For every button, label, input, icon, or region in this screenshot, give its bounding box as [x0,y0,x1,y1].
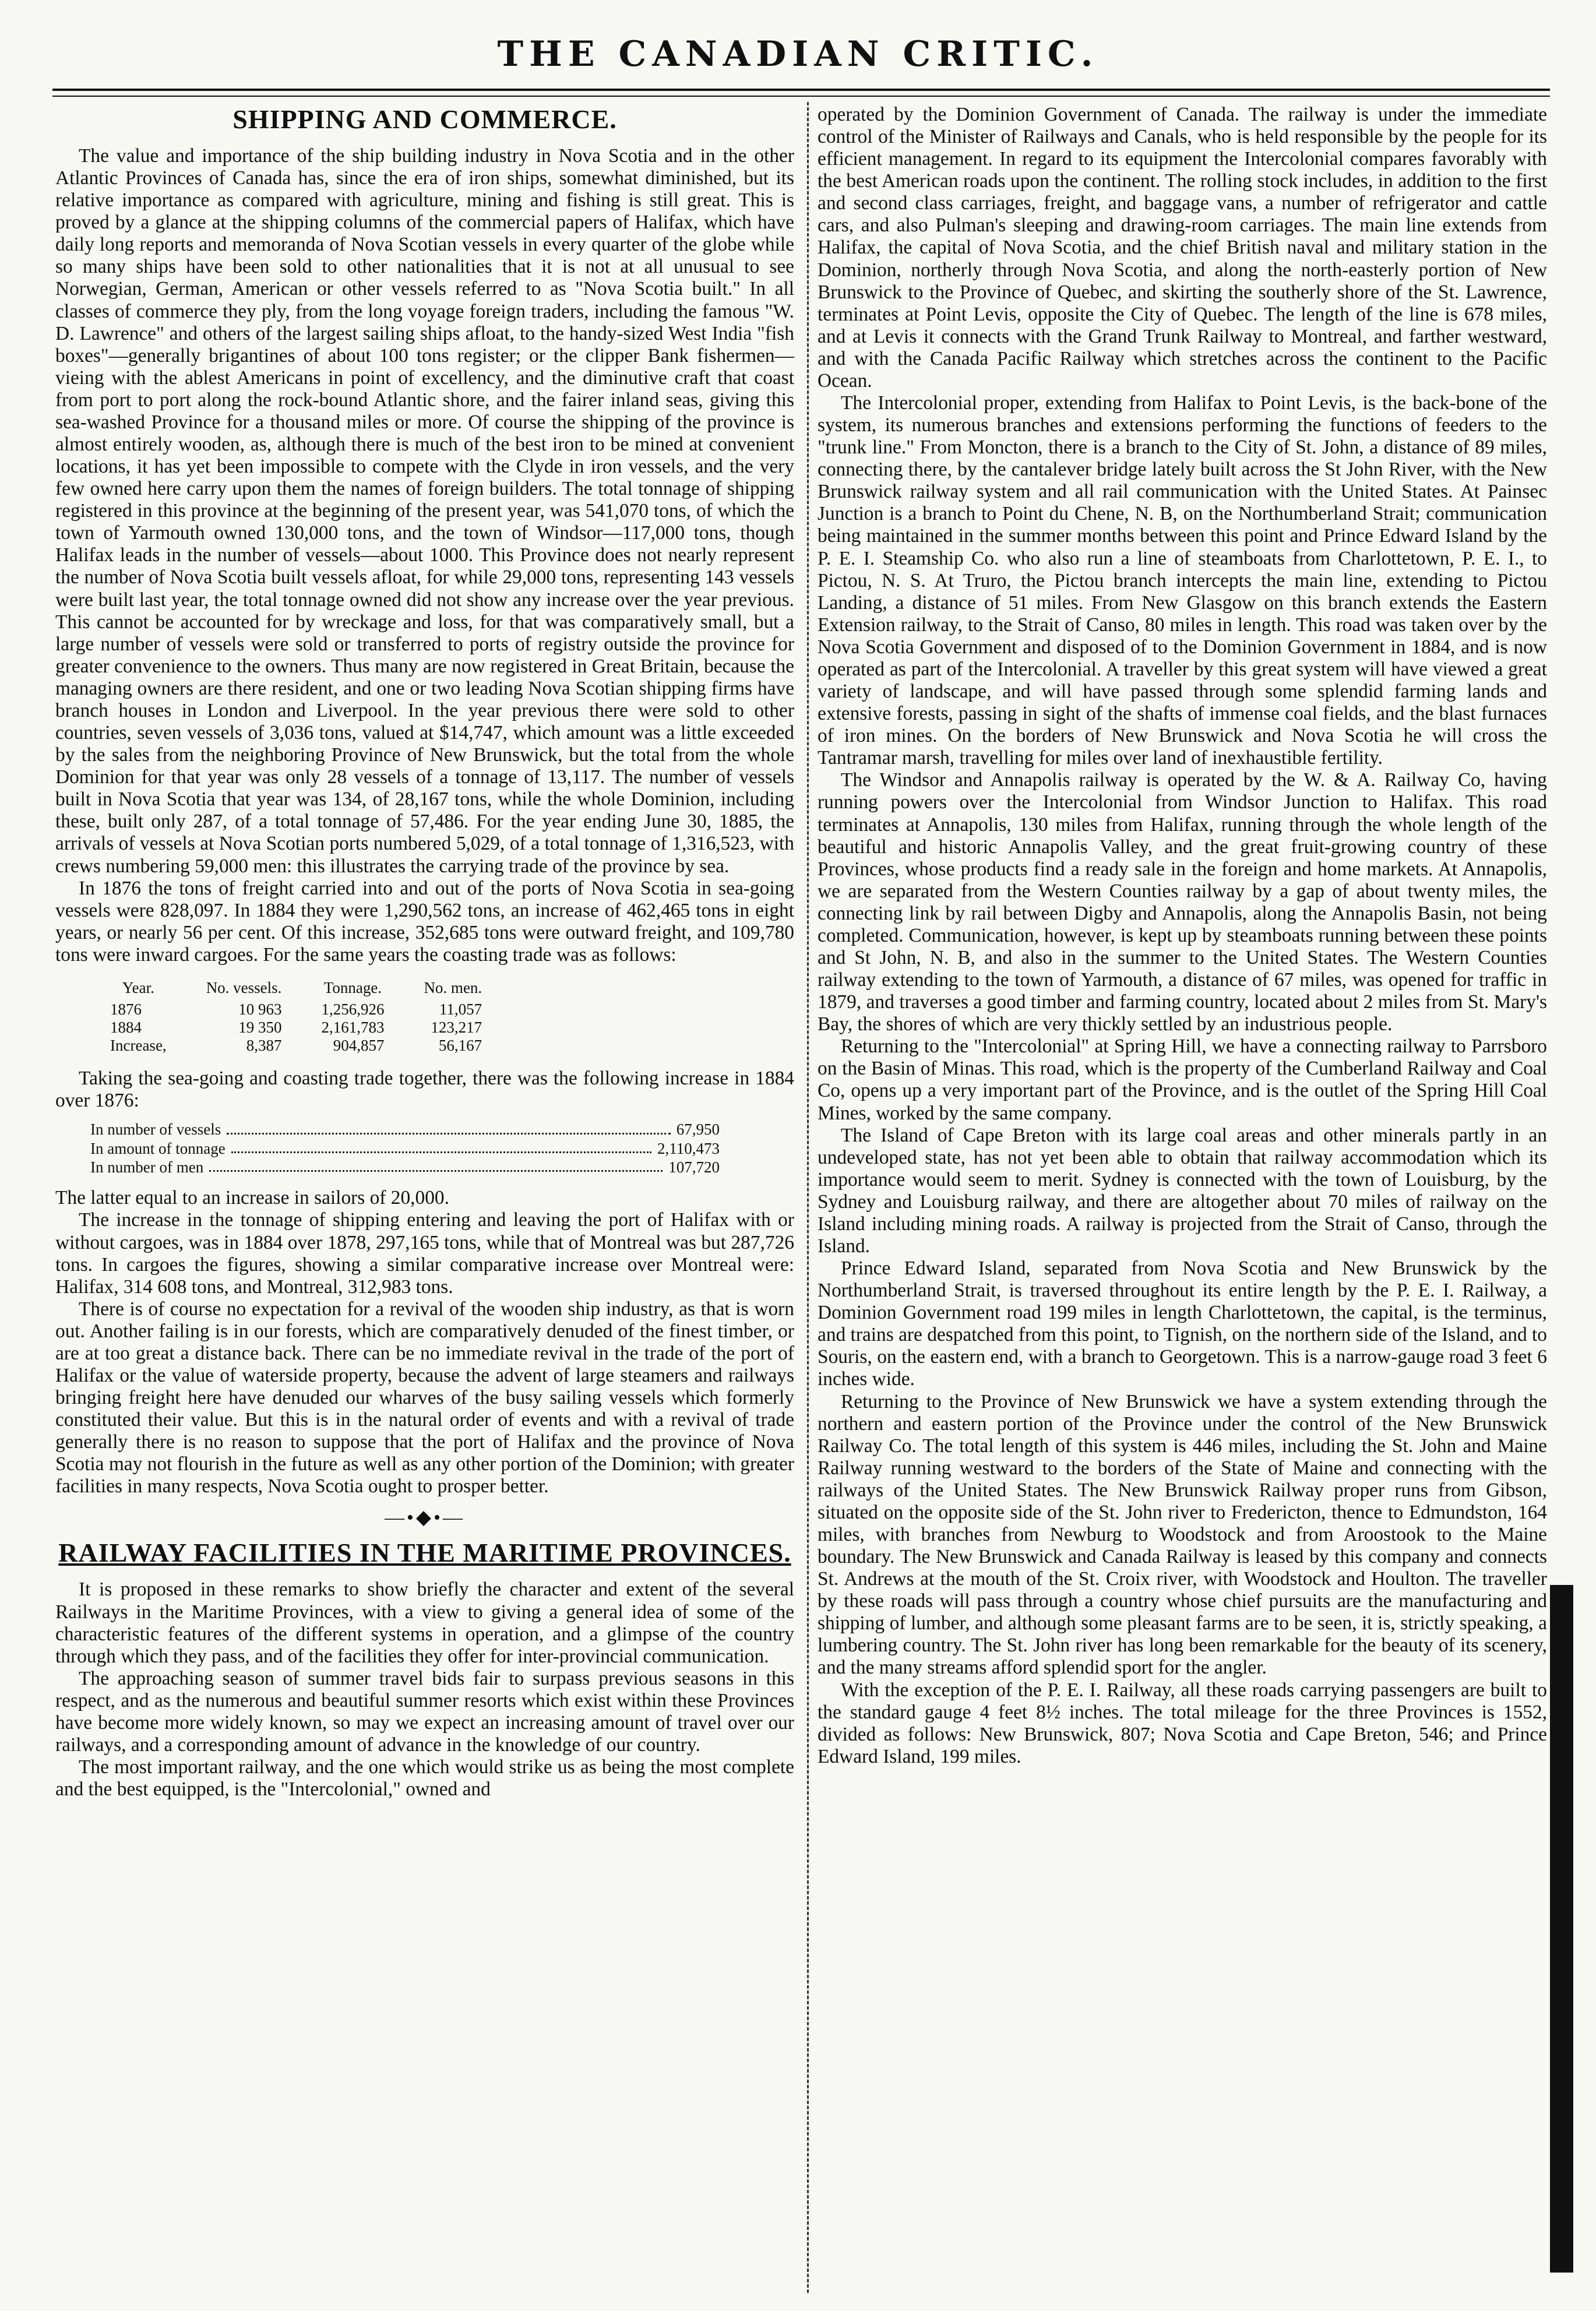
table-header: No. vessels. [206,978,282,996]
shipping-paragraph-2: In 1876 the tons of freight carried into and out of the ports of Nova Scotia in sea-going vessels were 828,097. In 1884 they were 1,290,562 tons, an increase of 462,465 tons in eight years, or nearly 56 per cent. Of this increase, 352,685 tons were outward freight, and 109,780 tons were inward cargoes. For the same years the coasting trade was as follows: [55,877,794,966]
table-cell: Increase, [110,1036,167,1054]
railway-paragraph-1: It is proposed in these remarks to show briefly the character and extent of the several Railways in the Maritime Provinces, with a view to giving a general idea of some of the characteristic features of the different systems in operation, and a glimpse of the country through which they pass, and of the facilities they offer for inter-provincial communication. [55,1579,794,1667]
table-cell: 904,857 [333,1036,385,1054]
table-cell: 19 350 [238,1018,282,1036]
table-cell: 123,217 [431,1018,482,1036]
table-cell: 1884 [110,1018,142,1036]
table-row [90,1019,502,1037]
column-divider [807,102,809,2293]
railway-paragraph-new-brunswick: Returning to the Province of New Brunswick we have a system extending through the northern and eastern portion of the Province under the control of the New Brunswick Railway Co. The total length of this system is 446 miles, including the St. John and Maine Railway running westward to the borders of the State of Maine and connecting with the railways of the United States. The New Brunswick Railway proper runs from Gibson, situated on the opposite side of the St. John river to Fredericton, thence to Edmundston, 164 miles, with branches from Newburg to Woodstock and from Aroostook to the Maine boundary. The New Brunswick and Canada Railway is leased by this company and connects St. Andrews at the mouth of the St. Croix river, with Woodstock and Houlton. The traveller by these roads will pass through a country whose chief pursuits are the manufacturing and shipping of lumber, and although some pleasant farms are to be seen, it is, strictly speaking, a lumbering country. The St. John river has long been remarkable for the beauty of its scenery, and the many streams afford splendid sport for the angler. [818,1390,1547,1679]
table-cell: 1876 [110,1000,142,1018]
masthead: THE CANADIAN CRITIC. [497,34,1099,75]
masthead-rule-bottom [52,96,1550,97]
increase-value: 2,110,473 [657,1139,720,1157]
table-header: No. men. [424,978,482,996]
coasting-trade-table [90,979,502,1055]
railway-title: RAILWAY FACILITIES IN THE MARITIME PROVINCES. [58,1538,791,1568]
leader-dots [227,1120,671,1134]
shipping-paragraph-1: The value and importance of the ship building industry in Nova Scotia and in the other Atlantic Provinces of Canada has, since the era of iron ships, somewhat diminished, but its relative importance as compared with agriculture, mining and fishing is still great. This is proved by a glance at the shipping columns of the commercial papers of Halifax, which have daily long reports and memoranda of Nova Scotian vessels in every quarter of the globe while so many ships have been sold to other nationalities that it is not at all unusual to see Norwegian, German, American or other vessels referred to as "Nova Scotia built." In all classes of commerce they ply, from the long voyage foreign traders, including the famous "W. D. Lawrence" and others of the largest sailing ships afloat, to the handy-sized West India "fish boxes"—generally brigantines of about 100 tons register; or the clipper Bank fishermen—vieing with the ablest Americans in point of excellency, and the diminutive craft that coast from port to port along the rock-bound Atlantic shore, and the fairer inland seas, giving this sea-washed Province for a thousand miles or more. Of course the shipping of the province is almost entirely wooden, as, although there is much of the best iron to be mined at convenient locations, it has yet been impossible to compete with the Clyde in iron vessels, and the very few owned here carry upon them the names of foreign builders. The total tonnage of shipping registered in this province at the beginning of the present year, was 541,070 tons, of which the town of Yarmouth owned 130,000 tons, and the town of Windsor—117,000 tons, though Halifax leads in the number of vessels—about 1000. This Province does not nearly represent the number of Nova Scotia built vessels afloat, for while 29,000 tons, representing 143 vessels were built last year, the total tonnage owned did not show any increase over the year previous. This cannot be accounted for by wreckage and loss, for that was comparatively small, but a large number of vessels were sold or transferred to ports of registry outside the province for greater convenience to the owners. Thus many are now registered in Great Britain, because the managing owners are there resident, and one or two leading Nova Scotian shipping firms have branch houses in London and Liverpool. In the year previous there were sold to other countries, seven vessels of 3,036 tons, valued at $14,747, which amount was a little exceeded by the sales from the neighboring Province of New Brunswick, but the total from the whole Dominion for that year was only 28 vessels of a tonnage of 13,117. The number of vessels built in Nova Scotia that year was 134, of 28,167 tons, while the whole Dominion, including these, built only 287, of a total tonnage of 57,486. For the year ending June 30, 1885, the arrivals of vessels at Nova Scotian ports numbered 5,029, of a total tonnage of 1,316,523, with crews numbering 59,000 men: this illustrates the carrying trade of the province by sea. [55,145,794,877]
railway-paragraph-windsor-annapolis: The Windsor and Annapolis railway is operated by the W. & A. Railway Co, having running powers over the Intercolonial from Windsor Junction to Halifax. This road terminates at Annapolis, 130 miles from Halifax, running through the whole length of the beautiful and historic Annapolis Valley, and the great fruit-growing country of these Provinces, whose products find a ready sale in the foreign and home markets. At Annapolis, we are separated from the Western Counties railway by a gap of about twenty miles, the connecting link by rail between Digby and Annapolis, along the Annapolis Basin, not being completed. Communication, however, is kept up by steamboats running between these points and St John, N. B, and also in the summer to the United States. The Western Counties railway extending to the town of Yarmouth, a distance of 67 miles, was opened for traffic in 1879, and traverses a good timber and farming country, located about 2 miles from St. Mary's Bay, the shores of which are very thickly settled by an industrious people. [818,769,1547,1035]
railway-paragraph-cape-breton: The Island of Cape Breton with its large coal areas and other minerals partly in an undeveloped state, has not yet been able to obtain that railway accommodation which its importance would seem to merit. Sydney is connected with the town of Louisburg, by the Sydney and Louisburg railway, and there are altogether about 70 miles of railway on the Island including mining roads. A railway is projected from the Strait of Canso, through the Island. [818,1124,1547,1257]
shipping-paragraph-5: The increase in the tonnage of shipping entering and leaving the port of Halifax with or without cargoes, was in 1884 over 1878, 297,165 tons, while that of Montreal was but 287,726 tons. In cargoes the figures, showing a similar comparative increase over Montreal were: Halifax, 314 608 tons, and Montreal, 312,983 tons. [55,1209,794,1298]
increase-label: In number of men [90,1158,204,1176]
table-cell: 11,057 [439,1000,482,1018]
table-cell: 8,387 [246,1036,282,1054]
railway-paragraph-gauge: With the exception of the P. E. I. Railway, all these roads carrying passengers are built to the standard gauge 4 feet 8½ inches. The total mileage for the three Provinces is 1552, divided as follows: New Brunswick, 807; Nova Scotia and Cape Breton, 546; and Prince Edward Island, 199 miles. [818,1679,1547,1767]
increase-label: In number of vessels [90,1121,221,1139]
shipping-paragraph-6: There is of course no expectation for a revival of the wooden ship industry, as that is worn out. Another failing is in our forests, which are comparatively denuded of the finest timber, or are at too great a distance back. There can be no immediate revival in the trade of the port of Halifax or the value of waterside property, because the advent of large steamers and railways bringing freight here have denuded our wharves of the busy sailing vessels which formerly constituted their value. But this is in the natural order of events and with a revival of trade generally there is no reason to suppose that the port of Halifax and the province of Nova Scotia may not flourish in the future as well as any other portion of the Dominion; with greater facilities in many respects, Nova Scotia ought to prosper better. [55,1298,794,1498]
table-row [90,1001,502,1019]
shipping-paragraph-4: The latter equal to an increase in sailors of 20,000. [55,1187,449,1209]
list-item [90,1139,720,1158]
table-cell: 10 963 [238,1000,282,1018]
section-ornament: —•◆•— [385,1507,465,1529]
list-item [90,1120,720,1139]
increase-list [90,1120,720,1176]
increase-value: 67,950 [676,1121,720,1139]
railway-paragraph-pei: Prince Edward Island, separated from Nova Scotia and New Brunswick by the Northumberland Strait, is traversed throughout its entire length by the P. E. I. Railway, a Dominion Government road 199 miles in length Charlottetown, the capital, is the terminus, and trains are despatched from this point, to Tignish, on the northern side of the Island, and to Souris, on the eastern end, with a branch to Georgetown. This is a narrow-gauge road 3 feet 6 inches wide. [818,1257,1547,1390]
shipping-title: SHIPPING AND COMMERCE. [232,104,617,134]
list-item [90,1158,720,1176]
right-column [818,104,1547,1768]
table-header: Year. [122,978,154,996]
table-row [90,1037,502,1055]
increase-value: 107,720 [668,1158,720,1176]
railway-paragraph-continued: operated by the Dominion Government of Canada. The railway is under the immediate control of the Minister of Railways and Canals, who is held responsible by the people for its efficient management. In regard to its equipment the Intercolonial compares favorably with the best American roads upon the continent. The rolling stock includes, in addition to the first and second class carriages, freight, and baggage vans, a number of refrigerator and cattle cars, and also Pulman's sleeping and drawing-room carriages. The main line extends from Halifax, the capital of Nova Scotia, and the chief British naval and military station in the Dominion, northerly through Nova Scotia, and along the north-easterly portion of New Brunswick to the Province of Quebec, and skirting the southerly shore of the St. Lawrence, terminates at Point Levis, opposite the City of Quebec. The length of the line is 678 miles, and at Levis it connects with the Grand Trunk Railway to Montreal, and farther westward, and with the Canada Pacific Railway which stretches across the continent to the Pacific Ocean. [818,104,1547,392]
table-header-row [90,979,502,1001]
railway-paragraph-spring-hill: Returning to the "Intercolonial" at Spring Hill, we have a connecting railway to Parrsboro on the Basin of Minas. This road, which is the property of the Cumberland Railway and Coal Co, opens up a very important part of the Province, and is the outlet of the Spring Hill Coal Mines, worked by the same company. [818,1035,1547,1124]
leader-dots [231,1139,651,1153]
increase-label: In amount of tonnage [90,1139,226,1157]
table-cell: 2,161,783 [321,1018,385,1036]
railway-paragraph-2: The approaching season of summer travel bids fair to surpass previous seasons in this respect, and as the numerous and beautiful summer resorts which exist within these Provinces have become more widely known, so may we expect an increasing amount of travel over our railways, and a corresponding amount of advance in the knowledge of our country. [55,1667,794,1756]
railway-paragraph-intercolonial: The Intercolonial proper, extending from Halifax to Point Levis, is the back-bone of the system, its numerous branches and extensions performing the functions of feeders to the "trunk line." From Moncton, there is a branch to the City of St. John, a distance of 89 miles, connecting there, by the cantalever bridge lately built across the St John River, with the New Brunswick railway system and all rail communication with the United States. At Painsec Junction is a branch to Point du Chene, N. B, on the Northumberland Strait; communication being maintained in the summer months between this point and Prince Edward Island by the P. E. I. Steamship Co. who also run a line of steamboats from Charlottetown, P. E. I., to Pictou, N. S. At Truro, the Pictou branch intercepts the main line, extending to Pictou Landing, a distance of 51 miles. From New Glasgow on this branch extends the Eastern Extension railway, to the Strait of Canso, 80 miles in length. This road was taken over by the Nova Scotia Government and disposed of to the Dominion Government in 1884, and is now operated as part of the Intercolonial. A traveller by this great system will have viewed a great variety of landscape, and will have passed through some splendid farming lands and extensive forests, passing in sight of the shafts of immense coal fields, and the blast furnaces of iron mines. On the borders of New Brunswick and Nova Scotia he will cross the Tantramar marsh, travelling for miles over land of inexhaustible fertility. [818,392,1547,769]
table-cell: 1,256,926 [321,1000,385,1018]
leader-dots [209,1158,663,1172]
table-cell: 56,167 [438,1036,482,1054]
railway-paragraph-3: The most important railway, and the one which would strike us as being the most complete and the best equipped, is the "Intercolonial," owned and [55,1756,794,1801]
shipping-paragraph-3: Taking the sea-going and coasting trade together, there was the following increase in 1884 over 1876: [55,1068,794,1112]
left-column [55,104,794,1801]
table-header: Tonnage. [323,978,382,996]
masthead-rule-top [52,89,1550,91]
edge-bar [1550,1585,1573,2273]
